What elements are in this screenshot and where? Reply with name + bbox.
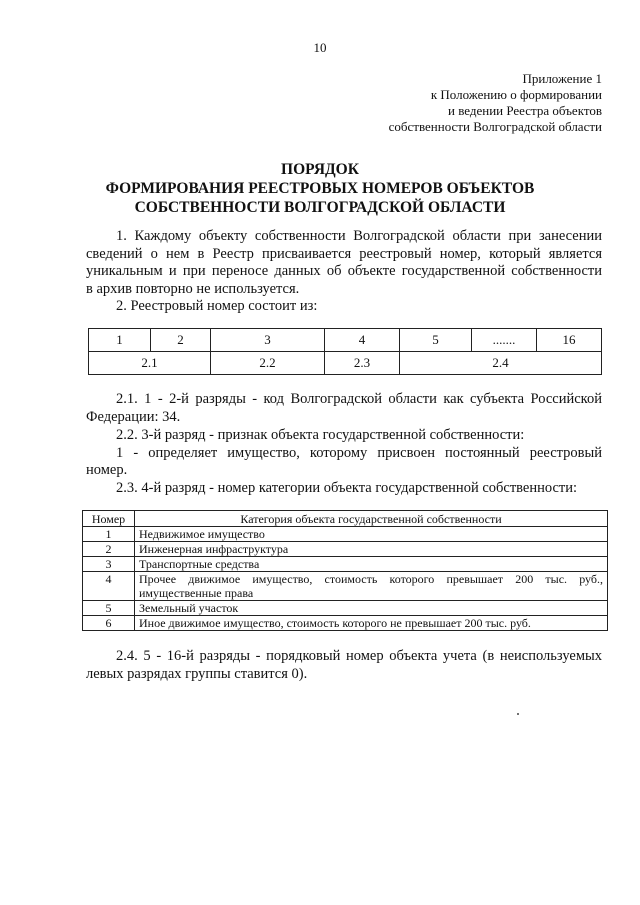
category-description: Транспортные средства [135, 557, 608, 572]
text-line: Федерации: 34. [86, 408, 181, 425]
text-line: 1 - определяет имущество, которому присвоен постоянный реестровый [116, 444, 602, 461]
digit-cell: 16 [537, 329, 602, 352]
category-description: Земельный участок [135, 601, 608, 616]
group-cell: 2.1 [89, 352, 211, 375]
digit-cell: 2 [151, 329, 211, 352]
category-number: 5 [83, 601, 135, 616]
group-cell: 2.3 [325, 352, 400, 375]
category-description: Иное движимое имущество, стоимость которого не превышает 200 тыс. руб. [135, 616, 608, 631]
title-line: ПОРЯДОК [281, 161, 359, 178]
column-header-number: Номер [83, 511, 135, 527]
category-number: 3 [83, 557, 135, 572]
text-line: 2.1. 1 - 2-й разряды - код Волгоградской области как субъекта Российской [116, 391, 602, 407]
text-line: 1. Каждому объекту собственности Волгоградской области при занесении [116, 228, 602, 244]
section-2-4 [86, 648, 602, 683]
groups-row [89, 352, 602, 375]
category-description: Прочее движимое имущество, стоимость которого превышает 200 тыс. руб., имущественные права [135, 572, 608, 601]
paragraph-2 [86, 298, 602, 316]
section-2-2 [86, 427, 602, 480]
table-row [83, 557, 608, 572]
paragraph-1 [86, 228, 602, 298]
digits-row [89, 329, 602, 352]
text-line: уникальным и при переносе данных об объекте государственной собственности [86, 263, 602, 279]
digit-cell: 3 [211, 329, 325, 352]
scan-speck [517, 713, 519, 715]
category-table [82, 510, 608, 631]
title-line: СОБСТВЕННОСТИ ВОЛГОГРАДСКОЙ ОБЛАСТИ [134, 199, 506, 216]
text-line: 2.4. 5 - 16-й разряды - порядковый номер объекта учета (в неиспользуемых [116, 648, 602, 664]
text-line: в архив повторно не используется. [86, 280, 300, 297]
digit-cell: 1 [89, 329, 151, 352]
category-number: 4 [83, 572, 135, 601]
title-line: ФОРМИРОВАНИЯ РЕЕСТРОВЫХ НОМЕРОВ ОБЪЕКТОВ [105, 180, 535, 197]
text-line: номер. [86, 462, 128, 478]
page-number: 10 [313, 40, 327, 55]
text-line: 2.3. 4-й разряд - номер категории объекта государственной собственности: [116, 480, 578, 496]
table-row [83, 601, 608, 616]
category-number: 2 [83, 542, 135, 557]
appendix-reference [342, 71, 602, 135]
category-number: 6 [83, 616, 135, 631]
register-number-table [88, 328, 602, 375]
section-2-1 [86, 391, 602, 426]
table-row [83, 542, 608, 557]
appendix-line: к Положению о формировании [430, 87, 602, 102]
table-header-row [83, 511, 608, 527]
document-title [40, 160, 600, 217]
digit-cell: 5 [400, 329, 472, 352]
category-number: 1 [83, 527, 135, 542]
category-description: Недвижимое имущество [135, 527, 608, 542]
table-row [83, 572, 608, 601]
appendix-line: и ведении Реестра объектов [447, 103, 602, 118]
category-description: Инженерная инфраструктура [135, 542, 608, 557]
appendix-line: собственности Волгоградской области [388, 119, 602, 134]
text-line: левых разрядах группы ставится 0). [86, 665, 308, 682]
digit-cell: 4 [325, 329, 400, 352]
digit-cell: ....... [472, 329, 537, 352]
table-row [83, 616, 608, 631]
group-cell: 2.4 [400, 352, 602, 375]
text-line: 2. Реестровый номер состоит из: [116, 298, 318, 314]
column-header-category: Категория объекта государственной собственности [135, 511, 608, 527]
table-row [83, 527, 608, 542]
text-line: 2.2. 3-й разряд - признак объекта государственной собственности: [116, 427, 525, 443]
section-2-3 [86, 480, 602, 498]
appendix-line: Приложение 1 [522, 71, 602, 86]
group-cell: 2.2 [211, 352, 325, 375]
text-line: сведений о нем в Реестр присваивается реестровый номер, который является [86, 245, 602, 262]
